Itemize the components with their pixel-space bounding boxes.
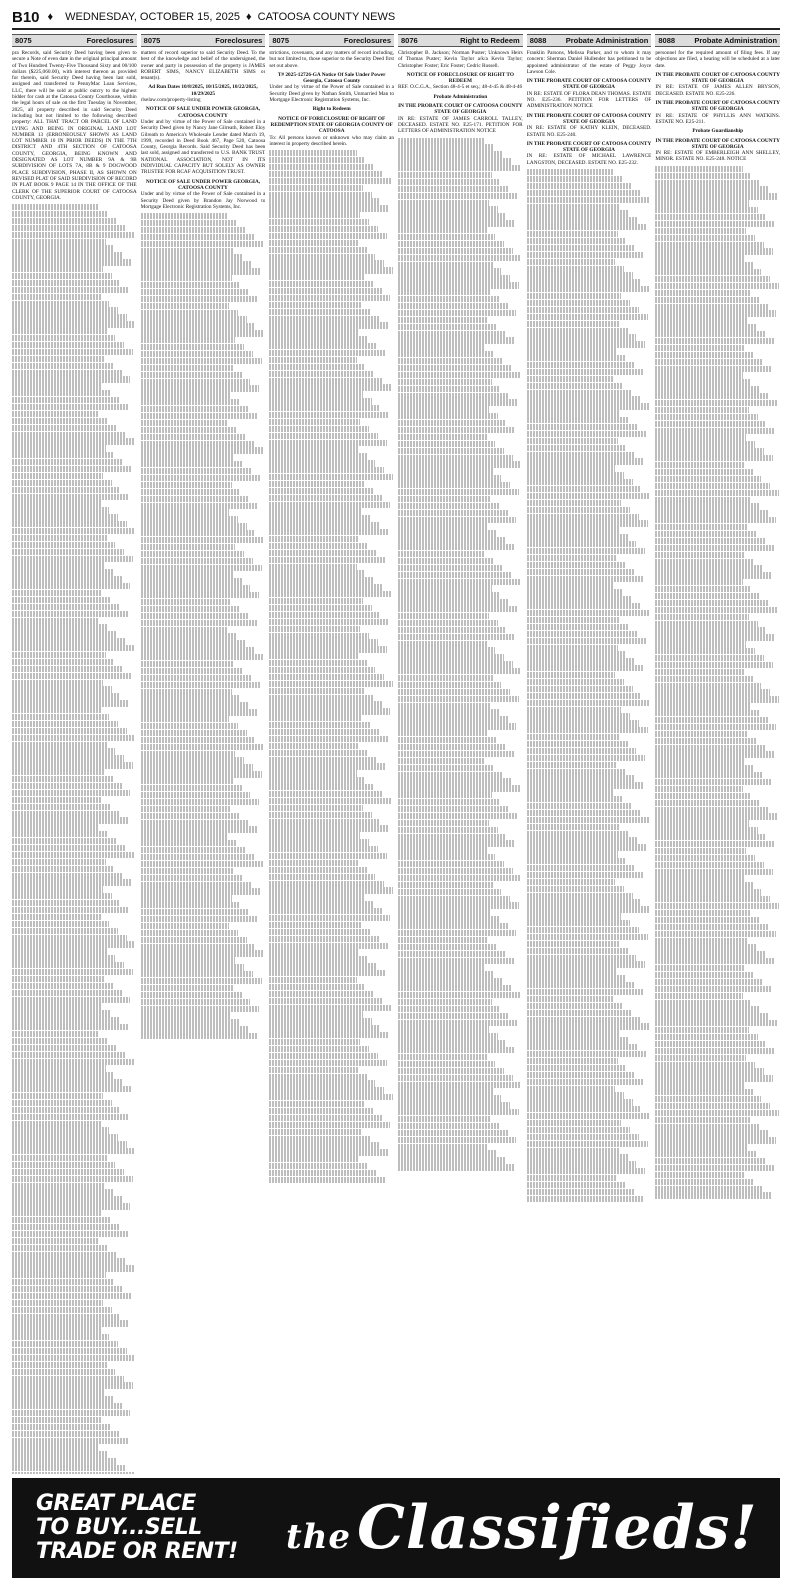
notice-text: Christopher B. Jackson; Norman Puster; Unknown Heirs of Thomas Puster; Kevin Taylor a/k/a Kevin Taylor; Christopher Foster; Eric Foster; Cedric Russell. [398, 50, 523, 69]
notice-title: T# 2025-12726-GA Notice Of Sale Under Power Georgia, Catoosa County [277, 71, 386, 85]
header-paper: CATOOSA COUNTY NEWS [257, 11, 396, 23]
legal-notice [527, 50, 652, 75]
header-bullet: ♦ [246, 11, 252, 23]
column [527, 34, 652, 1474]
category-heading [141, 34, 266, 47]
body-text-block [527, 169, 652, 1202]
notice-text: IN RE: ESTATE OF JAMES ALLEN BRYSON, DECEASED. ESTATE NO. E25-226. [655, 84, 780, 97]
classifieds-banner [12, 1478, 780, 1578]
notice-text: To: All persons known or unknown who may claim an interest in property described herein. [269, 134, 395, 147]
legal-notice [398, 103, 523, 134]
category-name: Probate Administration [565, 36, 649, 45]
notice-text: IN RE: ESTATE OF MICHAEL LAWRENCE LANGSTON, DECEASED. ESTATE NO. E25-232. [526, 153, 652, 166]
legal-notice [527, 113, 652, 138]
legal-notice [269, 72, 394, 103]
classifieds-columns [12, 34, 780, 1474]
notice-text: IN RE: ESTATE OF EMBERLEIGH ANN SHELLEY, MINOR. ESTATE NO. E25-248. NOTICE [655, 150, 780, 163]
category-code: 8088 [658, 36, 676, 45]
notice-text: REF. O.C.G.A., Section 48-4-5 et seq.; 48-4-45 & 48-4-46 [398, 84, 523, 91]
banner-line: TRADE OR RENT! [36, 1539, 238, 1564]
legal-notice [655, 100, 780, 125]
notice-title: IN THE PROBATE COURT OF CATOOSA COUNTY STATE OF GEORGIA [655, 100, 780, 113]
legal-notice [655, 138, 780, 163]
banner-the: the [286, 1517, 352, 1557]
column [398, 34, 523, 1474]
legal-notice [141, 50, 266, 81]
notice-title: IN THE PROBATE COURT OF CATOOSA COUNTY STATE OF GEORGIA [526, 140, 652, 154]
banner-line: GREAT PLACE [36, 1491, 196, 1516]
legal-notice [141, 179, 266, 210]
category-heading [269, 34, 394, 47]
category-heading [655, 34, 780, 47]
category-heading [527, 34, 652, 47]
page-number: B10 [12, 8, 40, 26]
category-heading [12, 34, 137, 47]
category-code: 8088 [529, 36, 547, 45]
notice-title: Ad Run Dates 10/8/2025, 10/15/2025, 10/22/2025, 10/29/2025 [148, 84, 258, 97]
legal-notice [269, 106, 394, 112]
category-name: Foreclosures [215, 36, 263, 45]
banner-title [266, 1493, 780, 1563]
notice-text: Under and by virtue of the Power of Sale contained in a Security Deed given by Nancy Jane Gilreath, Robert Eloy Gilreath to America's Wholesale Lender dated March 19, 1999, recorded in Deed Book 467, Page 520, Catoosa County, Georgia Records. Said Security Deed has been last sold, assigned and transferred to U.S. BANK TRUST NATIONAL ASSOCIATION, NOT IN ITS INDIVIDUAL CAPACITY BUT SOLELY AS OWNER TRUSTEE FOR RCAF ACQUISITION TRUST. [140, 118, 266, 176]
category-name: Right to Redeem [460, 36, 520, 45]
notice-title: NOTICE OF FORECLOSURE OF RIGHT OF REDEMPTION STATE OF GEORGIA COUNTY OF CATOOSA [270, 115, 393, 135]
legal-notice [269, 50, 394, 69]
notice-title: NOTICE OF SALE UNDER POWER GEORGIA, CATOOSA COUNTY [145, 106, 261, 119]
column [655, 34, 780, 1474]
notice-title: NOTICE OF SALE UNDER POWER GEORGIA, CATOOSA COUNTY [145, 178, 261, 191]
legal-notice [141, 84, 266, 103]
notice-text: matters of record superior to said Security Deed. To the best of the knowledge and belief of the undersigned, the owner and party in possession of the property is JAMES ROBERT SIMS, NANCY ELIZABETH SIMS or tenant(s). [140, 50, 266, 82]
column [12, 34, 137, 1474]
page-header [12, 6, 780, 30]
notice-title: IN THE PROBATE COURT OF CATOOSA COUNTY STATE OF GEORGIA [398, 103, 523, 116]
body-text-block [12, 204, 137, 1474]
legal-notice [141, 106, 266, 175]
notice-title: Right to Redeem [312, 106, 351, 113]
banner-word: Classifieds! [357, 1493, 758, 1563]
legal-notice [527, 141, 652, 166]
body-text-block [398, 138, 523, 1171]
body-text-block [655, 166, 780, 1199]
notice-text: rlselaw.com/property-listing [140, 97, 201, 104]
body-text-block [141, 213, 266, 1039]
category-code: 8075 [143, 36, 161, 45]
legal-notice [527, 78, 652, 109]
legal-notice [398, 94, 523, 100]
legal-notice [12, 50, 137, 201]
notice-text: personnel for the required amount of filing fees. If any objections are filed, a hearing will be scheduled at a later date. [655, 50, 780, 69]
banner-line: TO BUY...SELL [36, 1515, 202, 1540]
category-name: Foreclosures [343, 36, 392, 45]
notice-text: pra Records, said Security Deed having been given to secure a Note of even date in the original principal amount of Two Hundred Twenty-Five Thousand Sixty and 00/100 dollars ($225,060.00), with interest thereon as provided for therein, said Security Deed having been last sold, assigned and transferred to PennyMac Loan Services, LLC, there will be sold at public outcry to the highest bidder for cash at the Catoosa County Courthouse, within the legal hours of sale on the first Tuesday in November, 2025, all property described in said Security Deed including but not limited to the following described property: ALL THAT TRACT OR PARCEL OF LAND LYING AND BEING IN ORIGINAL LAND LOT NUMBER 13 (ERRONEOUSLY SHOWN AS LAND LOT NUMBER 10 IN PRIOR DEEDS) IN THE 7TH DISTRICT AND 4TH SECTION OF CATOOSA COUNTY, GEORGIA, BEING KNOWN AND DESIGNATED AS LOT NUMBER 9A & 9B SUBDIVISION OF LOTS 7A, 8B & 9 DOGWOOD PLACE SUBDIVISION, PHASE II, AS SHOWN ON REVISED PLAT OF SAID SUBDIVISION OF RECORD IN PLAT BOOK 9 PAGE 14 IN THE OFFICE OF THE CLERK OF THE SUPERIOR COURT OF CATOOSA COUNTY, GEORGIA. [12, 50, 137, 201]
category-name: Probate Administration [694, 36, 778, 45]
notice-title: NOTICE OF FORECLOSURE OF RIGHT TO REDEEM [406, 71, 514, 85]
notice-text: IN RE: ESTATE OF KATHY KLEIN, DECEASED. ESTATE NO. E25-240. [526, 125, 652, 138]
legal-notice [269, 116, 394, 147]
notice-title: Probate Administration [433, 93, 488, 100]
category-code: 8075 [15, 36, 32, 45]
notice-text: IN RE: ESTATE OF JAMES CARROLL TALLEY, DECEASED. ESTATE NO. E25-171. PETITION FOR LETTERS OF ADMINISTRATION NOTICE [398, 115, 523, 135]
notice-title: IN THE PROBATE COURT OF CATOOSA COUNTY STATE OF GEORGIA [526, 112, 652, 125]
legal-notice [655, 50, 780, 69]
notice-text: Under and by virtue of the Power of Sale contained in a Security Deed given by Nathan Smith, Unmarried Man to Mortgage Electronic Registration Systems, Inc. [269, 84, 395, 104]
notice-text: IN RE: ESTATE OF PHYLLIS ANN WATKINS. ESTATE NO. E25-211. [655, 112, 780, 125]
legal-notice [655, 128, 780, 134]
notice-title: IN THE PROBATE COURT OF CATOOSA COUNTY STATE OF GEORGIA [655, 137, 780, 150]
category-name: Foreclosures [86, 36, 134, 45]
notice-title: IN THE PROBATE COURT OF CATOOSA COUNTY STATE OF GEORGIA [526, 78, 652, 91]
legal-notice [398, 50, 523, 69]
notice-text: IN RE: ESTATE OF FLORA DEAN THOMAS. ESTATE NO. E25-236. PETITION FOR LETTERS OF ADMINISTRATION NOTICE [526, 90, 652, 110]
header-date: WEDNESDAY, OCTOBER 15, 2025 [65, 11, 241, 23]
column [141, 34, 266, 1474]
notice-title: Probate Guardianship [692, 128, 744, 135]
category-code: 8076 [401, 36, 418, 45]
legal-notice [398, 72, 523, 91]
category-code: 8075 [272, 36, 290, 45]
notice-title: IN THE PROBATE COURT OF CATOOSA COUNTY STATE OF GEORGIA [655, 71, 780, 85]
notice-text: Franklin Parsons, Melissa Parker, and to whom it may concern: Sherman Daniel Hullender has petitioned to be appointed administrator of the estate of Peggy Joyce Lawson Cole. [526, 50, 652, 75]
notice-text: strictions, covenants, and any matters of record including, but not limited to, those superior to the Security Deed first set out above. [269, 50, 395, 69]
notice-text: Under and by virtue of the Power of Sale contained in a Security Deed given by Brandon Jay Norwood to Mortgage Electronic Registration Systems, Inc. [140, 191, 266, 210]
column [269, 34, 394, 1474]
header-bullet: ♦ [47, 11, 54, 23]
legal-notice [655, 72, 780, 97]
banner-slogan [12, 1492, 266, 1564]
body-text-block [269, 150, 394, 1183]
category-heading [398, 34, 523, 47]
